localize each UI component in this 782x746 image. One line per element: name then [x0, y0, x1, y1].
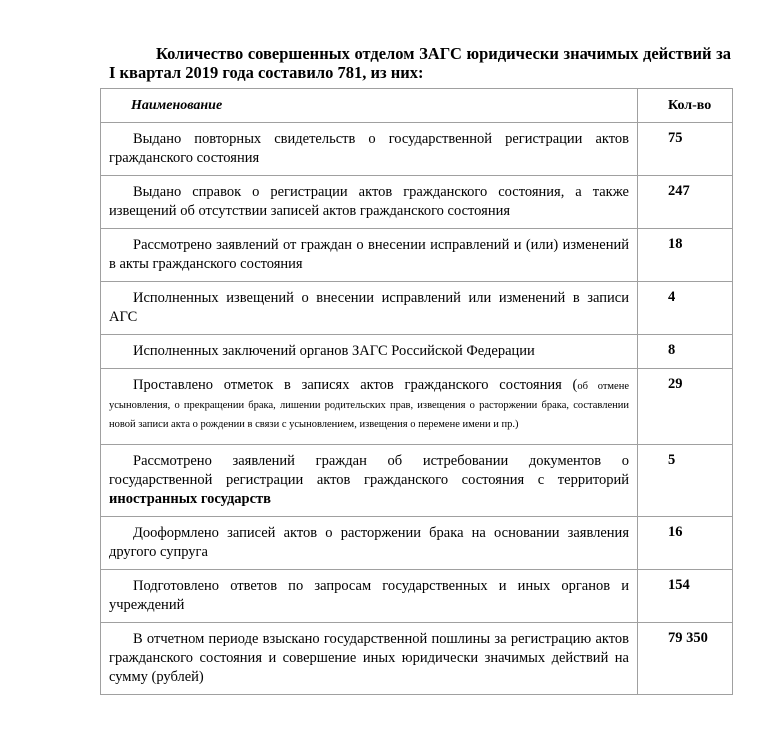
- table-row: [101, 517, 733, 570]
- row-qty-cell: 79 350: [638, 623, 733, 695]
- column-header-qty: Кол-во: [638, 89, 733, 123]
- table-row: [101, 570, 733, 623]
- report-heading: Количество совершенных отделом ЗАГС юридически значимых действий за I квартал 2019 года составило 781, из них:: [109, 44, 731, 82]
- row-text-with-note: [109, 376, 629, 433]
- row-name-cell: [101, 570, 638, 623]
- table-row: [101, 176, 733, 229]
- row-text: Проставлено отметок в записях актов гражданского состояния (: [133, 377, 578, 393]
- zags-actions-table: [100, 88, 733, 695]
- row-text-with-emphasis: [109, 452, 629, 509]
- table-row: [101, 123, 733, 176]
- table-row: [101, 369, 733, 445]
- row-name-cell: [101, 176, 638, 229]
- row-text: Исполненных извещений о внесении исправлений или изменений в записи АГС: [109, 290, 629, 325]
- row-qty-cell: 5: [638, 445, 733, 517]
- table-row: [101, 335, 733, 369]
- row-qty-cell: 4: [638, 282, 733, 335]
- row-qty-cell: 29: [638, 369, 733, 445]
- row-name-cell: [101, 623, 638, 695]
- row-qty-cell: 75: [638, 123, 733, 176]
- table-row: [101, 623, 733, 695]
- row-name-cell: [101, 517, 638, 570]
- table-header-row: [101, 89, 733, 123]
- row-name-cell: [101, 335, 638, 369]
- row-name-cell: [101, 445, 638, 517]
- row-qty-cell: 16: [638, 517, 733, 570]
- row-name-cell: [101, 282, 638, 335]
- row-qty-cell: 8: [638, 335, 733, 369]
- row-text: Выдано справок о регистрации актов гражданского состояния, а также извещений об отсутствии записей актов гражданского состояния: [109, 184, 629, 219]
- column-header-name: Наименование: [101, 89, 638, 123]
- row-text: Подготовлено ответов по запросам государственных и иных органов и учреждений: [109, 578, 629, 613]
- row-name-cell: [101, 123, 638, 176]
- row-emphasis: иностранных государств: [109, 491, 272, 507]
- row-text: В отчетном периоде взыскано государственной пошлины за регистрацию актов гражданского состояния и совершение иных юридически значимых действий на сумму (рублей): [109, 631, 629, 685]
- row-name-cell: [101, 229, 638, 282]
- row-qty-cell: 18: [638, 229, 733, 282]
- table-row: [101, 445, 733, 517]
- row-qty-cell: 154: [638, 570, 733, 623]
- row-name-cell: [101, 369, 638, 445]
- row-text: Рассмотрено заявлений от граждан о внесении исправлений и (или) изменений в акты гражданского состояния: [109, 237, 629, 272]
- row-qty-cell: 247: [638, 176, 733, 229]
- row-text: Рассмотрено заявлений граждан об истребовании документов о государственной регистрации актов гражданского состояния с территорий: [109, 453, 629, 488]
- table-row: [101, 229, 733, 282]
- row-note: об отмене усыновления, о прекращении брака, лишении родительских прав, извещения о расторжении брака, составлении новой записи акта о рождении в связи с усыновлением, извещения о перемене имени и пр.): [109, 381, 629, 430]
- row-text: Дооформлено записей актов о расторжении брака на основании заявления другого супруга: [109, 525, 629, 560]
- row-text: Выдано повторных свидетельств о государственной регистрации актов гражданского состояния: [109, 131, 629, 166]
- row-text: Исполненных заключений органов ЗАГС Российской Федерации: [133, 343, 535, 359]
- table-row: [101, 282, 733, 335]
